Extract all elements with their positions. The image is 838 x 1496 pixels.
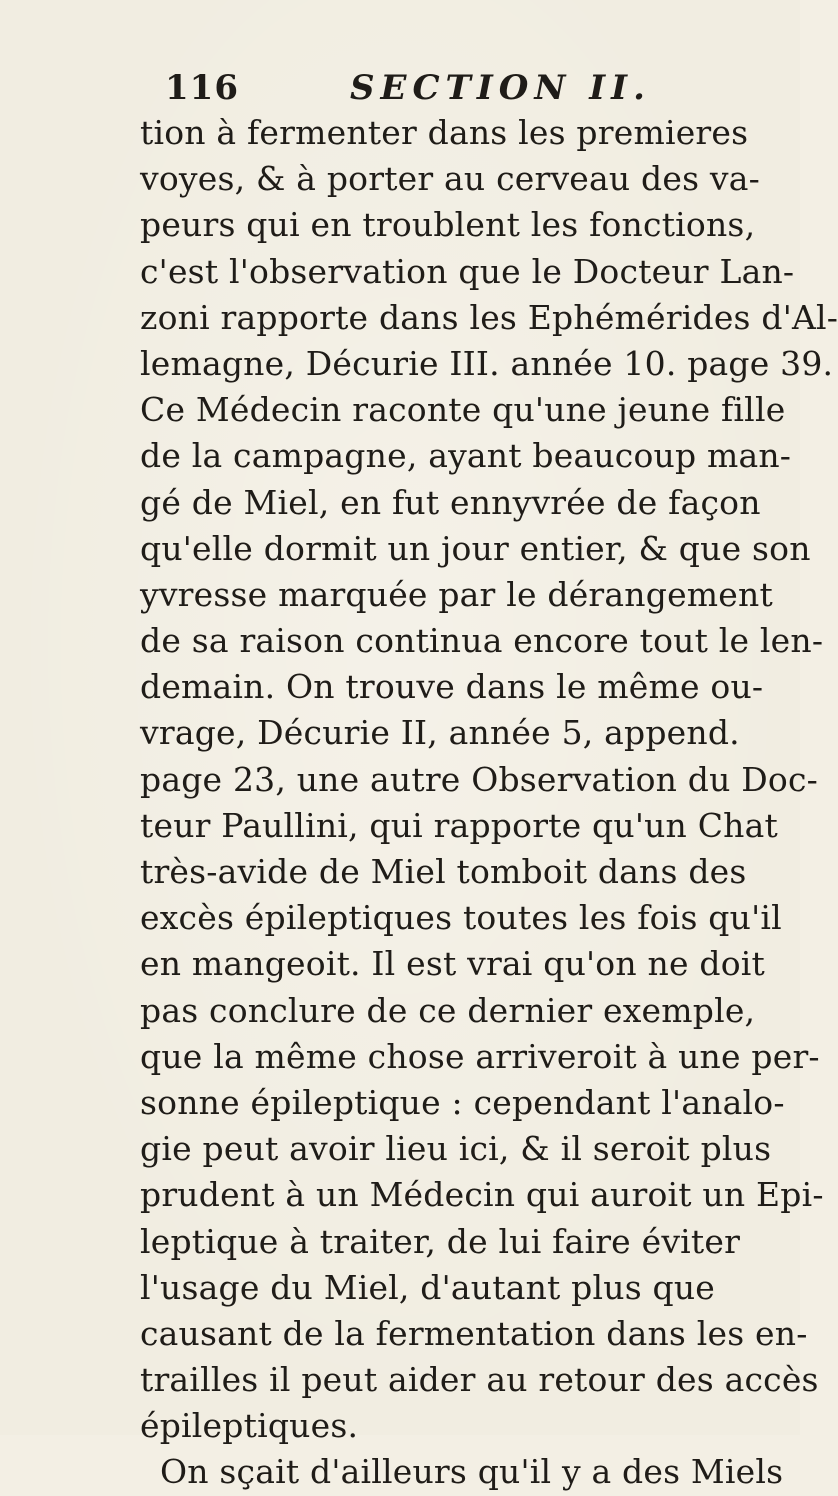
text-line: voyes, & à porter au cerveau des va- — [140, 159, 760, 199]
text-line: page 23, une autre Observation du Doc- — [140, 759, 819, 799]
text-line: excès épileptiques toutes les fois qu'il — [140, 898, 782, 938]
text-line: peurs qui en troublent les fonctions, — [140, 205, 756, 245]
text-line: pas conclure de ce dernier exemple, — [140, 990, 756, 1030]
text-line: l'usage du Miel, d'autant plus que — [140, 1267, 716, 1307]
text-line: vrage, Décurie II, année 5, append. — [140, 713, 740, 753]
text-line: Ce Médecin raconte qu'une jeune fille — [140, 390, 786, 430]
text-line: zoni rapporte dans les Ephémérides d'Al- — [140, 297, 838, 337]
text-line: que la même chose arriveroit à une per- — [140, 1036, 820, 1076]
text-line: demain. On trouve dans le même ou- — [140, 667, 764, 707]
text-line: de sa raison continua encore tout le len- — [140, 621, 824, 661]
text-line: On sçait d'ailleurs qu'il y a des Miels — [160, 1452, 784, 1492]
text-line: prudent à un Médecin qui auroit un Epi- — [140, 1175, 824, 1215]
text-line: leptique à traiter, de lui faire éviter — [140, 1221, 741, 1261]
page-number: 116 — [165, 68, 239, 108]
text-line: très-avide de Miel tomboit dans des — [140, 852, 747, 891]
text-line: sonne épileptique : cependant l'analo- — [140, 1082, 785, 1122]
text-line: de la campagne, ayant beaucoup man- — [140, 436, 792, 476]
text-line: lemagne, Décurie III. année 10. page 39. — [140, 343, 834, 383]
text-line: épileptiques. — [140, 1406, 359, 1446]
running-head: SECTION II. — [350, 68, 651, 108]
text-line: c'est l'observation que le Docteur Lan- — [140, 251, 795, 291]
text-line: causant de la fermentation dans les en- — [140, 1313, 808, 1353]
text-line: qu'elle dormit un jour entier, & que son — [140, 528, 811, 568]
text-line: teur Paullini, qui rapporte qu'un Chat — [140, 805, 778, 845]
text-line: tion à fermenter dans les premieres — [140, 113, 749, 152]
text-line: gé de Miel, en fut ennyvrée de façon — [140, 482, 761, 522]
text-line: yvresse marquée par le dérangement — [140, 574, 773, 614]
body-text — [140, 110, 838, 1496]
text-line: trailles il peut aider au retour des accès — [140, 1360, 819, 1400]
text-line: en mangeoit. Il est vrai qu'on ne doit — [140, 944, 765, 984]
text-line: gie peut avoir lieu ici, & il seroit plus — [140, 1129, 772, 1169]
